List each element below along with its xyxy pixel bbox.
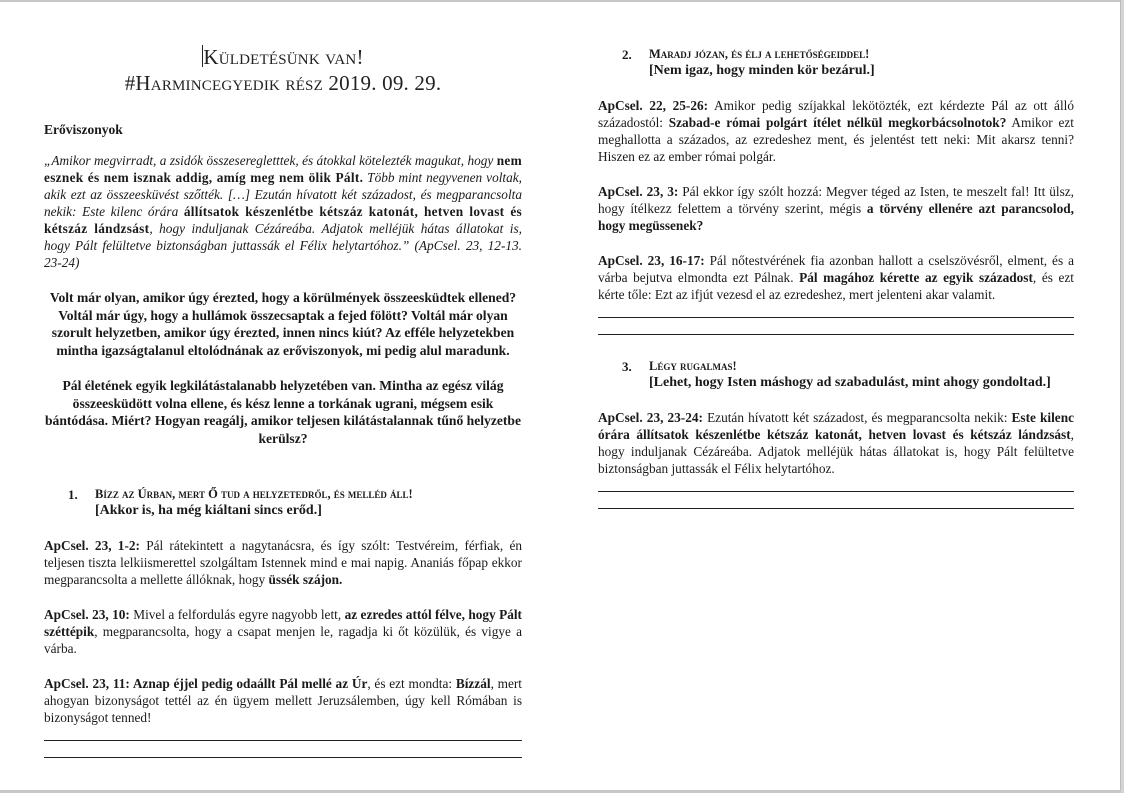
point-1 (44, 487, 522, 758)
title-line-2[interactable]: #Harmincegyedik rész 2019. 09. 29. (124, 71, 442, 95)
verse-paragraph[interactable] (598, 97, 1074, 165)
left-column (44, 0, 522, 758)
point-2 (598, 47, 1074, 335)
verse-reference: ApCsel. 23, 3: (598, 184, 679, 199)
answer-lines[interactable] (598, 479, 1074, 509)
bold-text-run: Este kilenc órára állítsatok készenlétbe kétszáz katonát, hetven lovast és kétszáz lándzsást (598, 410, 1074, 442)
bold-text-run: Szabad-e római polgárt ítélet nélkül megkorbácsolnotok? (668, 115, 1007, 130)
right-column (598, 0, 1074, 509)
verse-paragraph[interactable] (44, 675, 522, 726)
text-run: , hogy induljanak Cézáreába. Adjatok melléjük hátas állatokat is, hogy Pált felültetve biztonságban juttassák el Félix helytartóhoz. (598, 427, 1074, 476)
point-heading[interactable] (622, 47, 1074, 79)
text-run: , mert ahogyan bizonyságot tettél az én ügyem mellett Jeruzsálemben, úgy kell Rómában is bizonyságot tenned! (44, 676, 523, 725)
bold-text-run: állítsatok készenlétbe kétszáz katonát, hetven lovast és kétszáz lándzsást (44, 204, 522, 236)
section-heading[interactable]: Erőviszonyok (44, 122, 123, 137)
intro-quote[interactable] (44, 152, 522, 271)
answer-line[interactable] (44, 728, 522, 741)
point-3 (598, 359, 1074, 509)
bold-text-run: az ezredes attól félve, hogy Pált széttépik (44, 607, 522, 639)
point-number: 3. (622, 359, 632, 374)
text-run: , hogy induljanak Cézáreába. Adjatok melléjük hátas állatokat is, hogy Pált felültetve biztonságban juttassák el Félix helytartóhoz.” (ApCsel. 23, 12-13. 23-24) (44, 221, 522, 270)
text-run: Több mint negyvenen voltak, akik ezt az összeesküvést szőtték. […] Ezután hívatott két századost, és megparancsolta nekik: Este kilenc órára (44, 170, 522, 219)
bold-text-run: nem esznek és nem isznak addig, amíg meg nem ölik Pált. (44, 153, 522, 185)
answer-line[interactable] (598, 305, 1074, 318)
verse-paragraph[interactable] (598, 409, 1074, 477)
reflection-paragraph-1[interactable]: Volt már olyan, amikor úgy érezted, hogy a körülmények összeesküdtek ellened? Voltál már úgy, hogy a hullámok összecsaptak a fejed fölött? Voltál már olyan szorult helyzetben, amikor úgy érezted, innen nincs kiút? Az efféle helyzetekben mintha igazságtalanul eltolódnának az erőviszonyok, mi pedig alul maradunk. (49, 290, 517, 358)
title-line-1[interactable]: Küldetésünk van! (203, 45, 364, 69)
point-title: Bízz az Úrban, mert Ő tud a helyzetedről, és melléd áll! (95, 487, 413, 501)
point-subtitle: [Nem igaz, hogy minden kör bezárul.] (649, 63, 875, 78)
point-title: Maradj józan, és élj a lehetőségeiddel! (649, 47, 870, 61)
text-run: Pál nőtestvérének fia azonban hallott a cselszövésről, elment, és a várba bejutva elmondta ezt Pálnak. (598, 253, 1074, 285)
point-number: 1. (68, 487, 78, 502)
bold-text-run: a törvény ellenére azt parancsolod, hogy megüssenek? (598, 201, 1074, 233)
text-run: , megparancsolta, hogy a csapat menjen le, ragadja ki őt közülük, és vigye a várba. (44, 624, 522, 656)
verse-paragraph[interactable] (44, 537, 522, 588)
text-run: Amikor ezt meghallotta a százados, az ezredeshez ment, és jelentést tett neki: Mit akarsz tenni? Hiszen ez az ember római polgár. (598, 115, 1074, 164)
answer-line[interactable] (598, 479, 1074, 492)
verse-reference: ApCsel. 23, 1-2: (44, 538, 140, 553)
verse-reference: ApCsel. 23, 10: (44, 607, 130, 622)
text-run: , és ezt mondta: (367, 676, 456, 691)
bold-text-run: Bízzál (455, 676, 491, 691)
page-border-right (1120, 0, 1124, 793)
point-title: Légy rugalmas! (649, 359, 737, 373)
bold-text-run: Aznap éjjel pedig odaállt Pál mellé az Úr (129, 676, 368, 691)
point-subtitle: [Lehet, hogy Isten máshogy ad szabadulást, mint ahogy gondoltad.] (649, 375, 1051, 390)
answer-line[interactable] (598, 318, 1074, 335)
bold-text-run: üssék szájon. (268, 572, 343, 587)
point-number: 2. (622, 47, 632, 62)
verse-reference: ApCsel. 23, 23-24: (598, 410, 703, 425)
answer-lines[interactable] (598, 305, 1074, 335)
point-heading[interactable] (622, 359, 1074, 391)
verse-reference: ApCsel. 22, 25-26: (598, 98, 709, 113)
verse-paragraph[interactable] (598, 183, 1074, 234)
text-run: Pál ekkor így szólt hozzá: Megver téged az Isten, te meszelt fal! Itt ülsz, hogy ítélkezz felettem a törvény szerint, mégis (598, 184, 1074, 216)
answer-line[interactable] (44, 741, 522, 758)
point-subtitle: [Akkor is, ha még kiáltani sincs erőd.] (95, 503, 322, 518)
text-run: Amikor pedig szíjakkal lekötözték, ezt kérdezte Pál az ott álló századostól: (598, 98, 1074, 130)
text-run: „Amikor megvirradt, a zsidók összeseregletttek, és átokkal kötelezték magukat, hogy (44, 153, 497, 168)
text-run: , és ezt kérte tőle: Ezt az ifjút vezesd el az ezredeshez, mert jelenteni akar valamit. (598, 270, 1074, 302)
reflection-paragraph-2[interactable]: Pál életének egyik legkilátástalanabb helyzetében van. Mintha az egész világ összeesküdött volna ellene, és kész lenne a torkának ugrani, mégsem esik bántódása. Miért? Hogyan reagálj, amikor teljesen kilátástalannak tűnő helyzetbe kerülsz? (44, 378, 522, 446)
text-run: Ezután hívatott két századost, és megparancsolta nekik: (702, 410, 1012, 425)
verse-paragraph[interactable] (598, 252, 1074, 303)
text-run: Mivel a felfordulás egyre nagyobb lett, (129, 607, 345, 622)
verse-paragraph[interactable] (44, 606, 522, 657)
bold-text-run: Pál magához kérette az egyik századost (799, 270, 1033, 285)
answer-lines[interactable] (44, 728, 522, 758)
document-title (44, 44, 522, 96)
verse-reference: ApCsel. 23, 11: (44, 676, 130, 691)
answer-line[interactable] (598, 492, 1074, 509)
point-heading[interactable] (68, 487, 522, 519)
verse-reference: ApCsel. 23, 16-17: (598, 253, 705, 268)
text-run: Pál rátekintett a nagytanácsra, és így szólt: Testvéreim, férfiak, én teljesen tiszta lelkiismerettel szolgáltam Istennek mind e mai napig. Ananiás főpap ekkor megparancsolta a mellette állóknak, hogy (44, 538, 522, 587)
